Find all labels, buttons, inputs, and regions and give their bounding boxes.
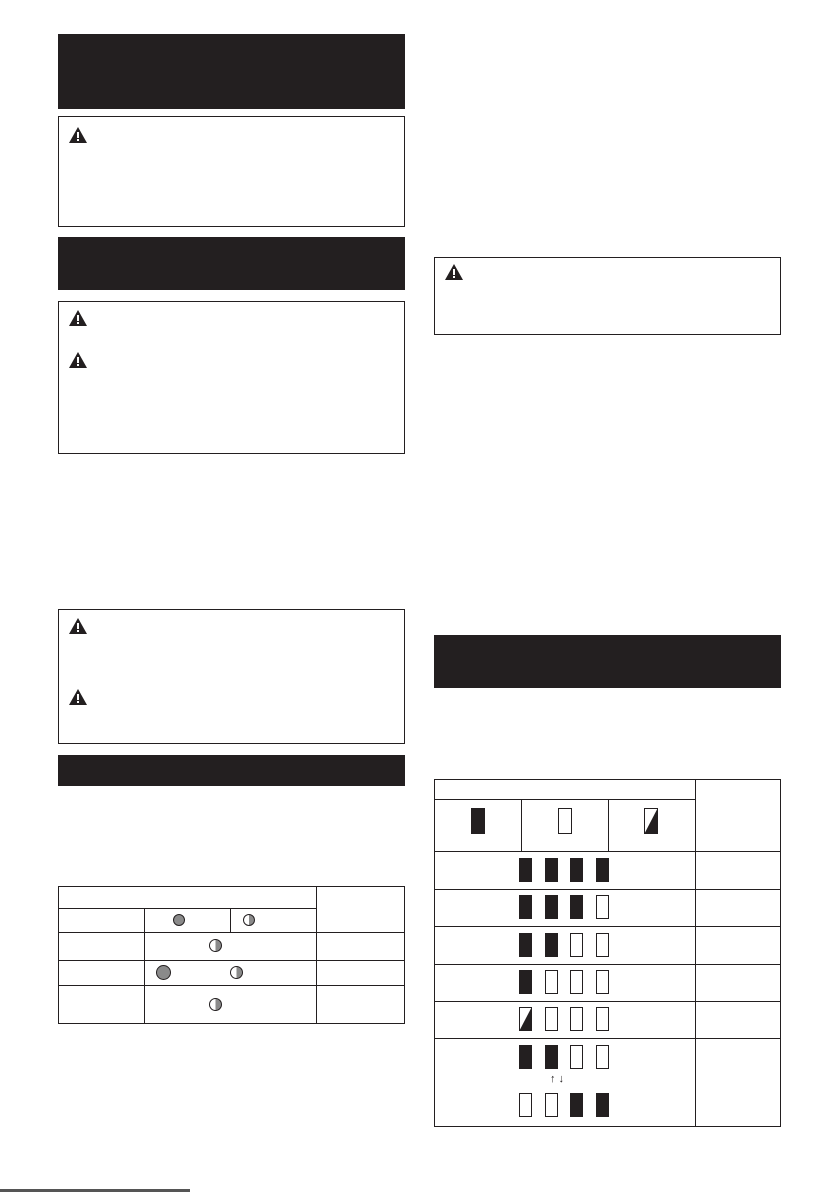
warning-box-2: [58, 301, 405, 454]
section-header-3: [58, 755, 405, 786]
warning-triangle-icon: [69, 618, 87, 634]
warning-box-3: [58, 609, 405, 744]
warning-triangle-icon: [69, 689, 87, 705]
half-lit-lamp-icon: [209, 939, 222, 952]
battery-segment-icon: [519, 1093, 532, 1117]
lamp-status-table: [58, 886, 405, 1024]
battery-segment-icon: [570, 1093, 583, 1117]
warning-box-1: [58, 116, 405, 227]
battery-segment-icon: [596, 1093, 609, 1117]
battery-segment-icon: [545, 895, 558, 919]
battery-segment-icon: [570, 933, 583, 957]
battery-segment-icon: [570, 1007, 583, 1031]
battery-segment-icon: [519, 858, 532, 882]
blinking-battery-segment-icon: [519, 1007, 532, 1031]
off-segment-legend-icon: [558, 808, 572, 834]
battery-segment-icon: [545, 933, 558, 957]
warning-triangle-icon: [69, 127, 87, 143]
battery-segment-icon: [545, 970, 558, 994]
red-lamp-icon: [173, 914, 185, 926]
battery-segment-icon: [570, 1045, 583, 1069]
battery-segment-icon: [545, 1093, 558, 1117]
battery-segment-icon: [596, 1045, 609, 1069]
battery-segment-icon: [596, 895, 609, 919]
warning-box-4: [434, 257, 781, 335]
battery-segment-icon: [596, 933, 609, 957]
blinking-segment-legend-icon: [644, 808, 658, 834]
battery-segment-icon: [596, 1007, 609, 1031]
battery-segment-icon: [545, 1045, 558, 1069]
battery-segment-icon: [570, 895, 583, 919]
warning-triangle-icon: [445, 264, 463, 280]
battery-segment-icon: [519, 970, 532, 994]
warning-triangle-icon: [69, 352, 87, 368]
battery-segment-icon: [519, 1045, 532, 1069]
half-lit-lamp-icon: [209, 998, 222, 1011]
battery-segment-icon: [519, 895, 532, 919]
section-header-4: [434, 635, 781, 688]
battery-segment-icon: [545, 858, 558, 882]
lit-segment-legend-icon: [471, 808, 485, 834]
battery-segment-icon: [570, 970, 583, 994]
half-lit-lamp-icon: [243, 914, 255, 926]
battery-indicator-table: [434, 779, 781, 1127]
half-lit-lamp-icon: [230, 966, 243, 979]
warning-triangle-icon: [69, 310, 87, 326]
section-header-1: [58, 34, 405, 109]
red-lamp-icon: [156, 965, 171, 980]
battery-segment-icon: [519, 933, 532, 957]
battery-segment-icon: [570, 858, 583, 882]
battery-segment-icon: [596, 858, 609, 882]
battery-segment-icon: [596, 970, 609, 994]
alternating-arrows: ↑ ↓: [550, 1073, 565, 1085]
battery-segment-icon: [545, 1007, 558, 1031]
section-header-2: [58, 237, 405, 290]
